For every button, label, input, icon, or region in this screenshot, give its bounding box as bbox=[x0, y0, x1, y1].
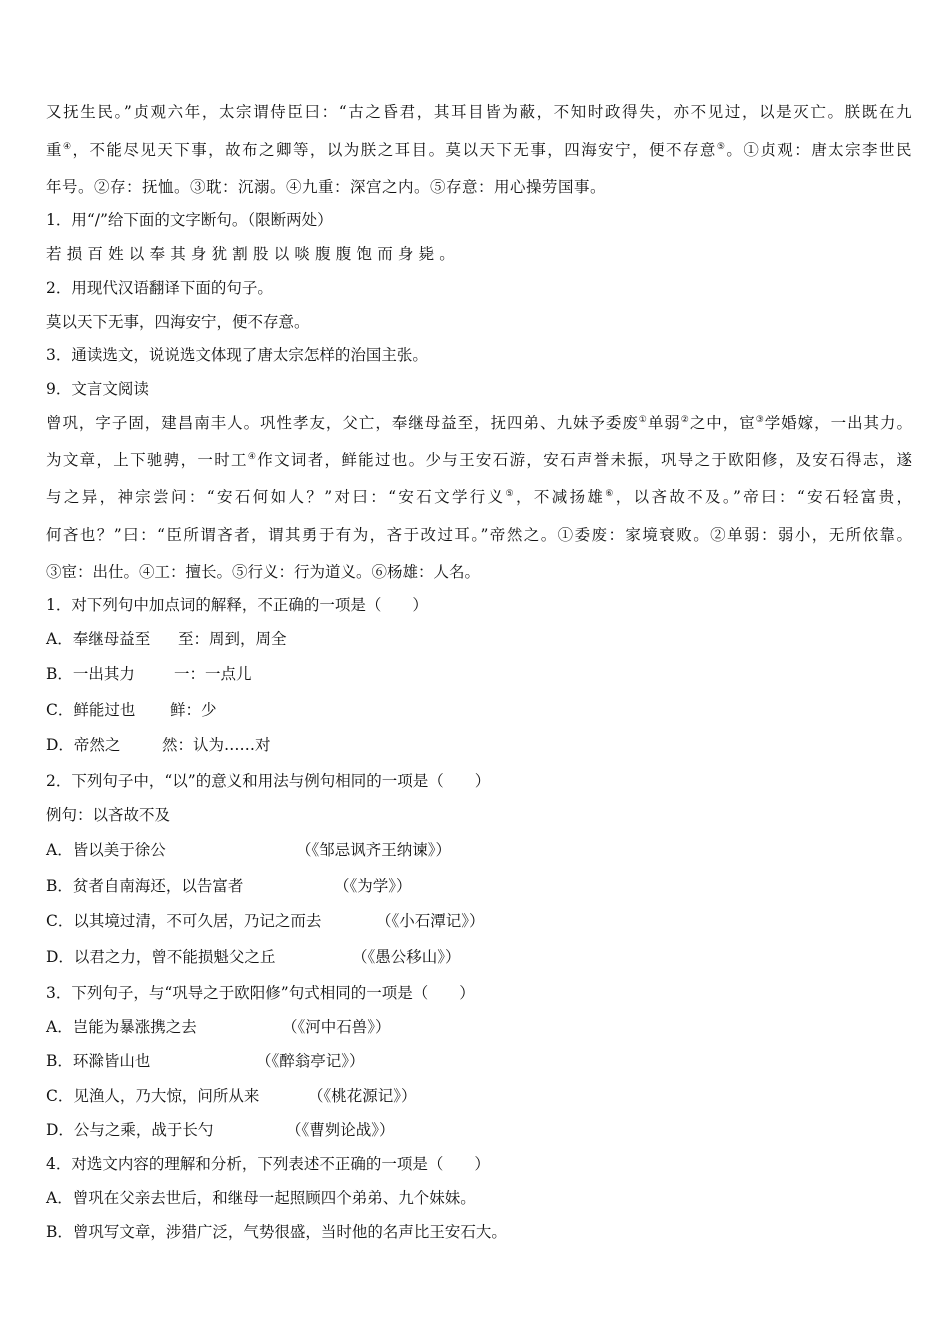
question-3-option-c: C．见渔人，乃大惊，问所从来 （《桃花源记》） bbox=[46, 1087, 417, 1105]
passage1-line3: 年号。②存：抚恤。③耽：沉溺。④九重：深宫之内。⑤存意：用心操劳国事。 bbox=[46, 178, 607, 196]
passage2-line4: 何吝也？”曰：“臣所谓吝者，谓其勇于有为，吝于改过耳。”帝然之。①委废：家境衰败。②单弱：弱小，无所依靠。 bbox=[46, 526, 912, 544]
question-1: 1．对下列句中加点词的解释，不正确的一项是（ ） bbox=[46, 596, 428, 614]
passage2-line3: 与之异，神宗尝问：“安石何如人？”对曰：“安石文学行义⑤，不减扬雄⑥，以吝故不及。”帝曰：“安石轻富贵， bbox=[46, 488, 912, 506]
question-1-option-b: B．一出其力 一：一点儿 bbox=[46, 665, 252, 683]
question-8-2: 2．用现代汉语翻译下面的句子。 bbox=[46, 279, 273, 297]
question-8-3: 3．通读选文，说说选文体现了唐太宗怎样的治国主张。 bbox=[46, 346, 428, 364]
question-1-option-c: C．鲜能过也 鲜：少 bbox=[46, 701, 217, 719]
question-8-1: 1．用“/”给下面的文字断句。（限断两处） bbox=[46, 211, 333, 229]
passage2-footnotes: ③宦：出仕。④工：擅长。⑤行义：行为道义。⑥杨雄：人名。 bbox=[46, 563, 481, 581]
passage2-line2: 为文章，上下驰骋，一时工④作文词者，鲜能过也。少与王安石游，安石声誉未振，巩导之于欧阳修，及安石得志，遂 bbox=[46, 451, 912, 469]
question-2-option-a: A．皆以美于徐公 （《邹忌讽齐王纳谏》） bbox=[46, 841, 452, 859]
question-2-option-d: D．以君之力，曾不能损魁父之丘 （《愚公移山》） bbox=[46, 948, 461, 966]
question-3-option-a: A．岂能为暴涨携之去 （《河中石兽》） bbox=[46, 1018, 391, 1036]
question-3-option-b: B．环滁皆山也 （《醉翁亭记》） bbox=[46, 1052, 365, 1070]
passage1-line1: 又抚生民。”贞观六年，太宗谓侍臣曰：“古之昏君，其耳目皆为蔽，不知时政得失，亦不见过，以是灭亡。朕既在九 bbox=[46, 103, 912, 121]
question-2-option-b: B．贫者自南海还，以告富者 （《为学》） bbox=[46, 877, 412, 895]
passage1-line2: 重④，不能尽见天下事，故布之卿等，以为朕之耳目。莫以天下无事，四海安宁，便不存意⑤。①贞观：唐太宗李世民 bbox=[46, 141, 912, 159]
question-4: 4．对选文内容的理解和分析，下列表述不正确的一项是（ ） bbox=[46, 1155, 490, 1173]
question-3-option-d: D．公与之乘，战于长勺 （《曹刿论战》） bbox=[46, 1121, 395, 1139]
question-4-option-b: B．曾巩写文章，涉猎广泛，气势很盛，当时他的名声比王安石大。 bbox=[46, 1223, 507, 1241]
question-8-1-text: 若损百姓以奉其身犹割股以啖腹腹饱而身毙。 bbox=[46, 245, 461, 263]
question-2: 2．下列句子中，“以”的意义和用法与例句相同的一项是（ ） bbox=[46, 772, 491, 790]
question-2-example: 例句：以吝故不及 bbox=[46, 806, 171, 824]
question-4-option-a: A．曾巩在父亲去世后，和继母一起照顾四个弟弟、九个妹妹。 bbox=[46, 1189, 476, 1207]
question-2-option-c: C．以其境过清，不可久居，乃记之而去 （《小石潭记》） bbox=[46, 912, 485, 930]
section-9-title: 9．文言文阅读 bbox=[46, 380, 149, 398]
question-8-2-text: 莫以天下无事，四海安宁，便不存意。 bbox=[46, 313, 310, 331]
question-1-option-a: A．奉继母益至 至：周到，周全 bbox=[46, 630, 287, 648]
passage2-line1: 曾巩，字子固，建昌南丰人。巩性孝友，父亡，奉继母益至，抚四弟、九妹予委废①单弱②之中，宦③学婚嫁，一出其力。 bbox=[46, 414, 912, 432]
question-1-option-d: D．帝然之 然：认为……对 bbox=[46, 736, 271, 754]
question-3: 3．下列句子，与“巩导之于欧阳修”句式相同的一项是（ ） bbox=[46, 984, 475, 1002]
